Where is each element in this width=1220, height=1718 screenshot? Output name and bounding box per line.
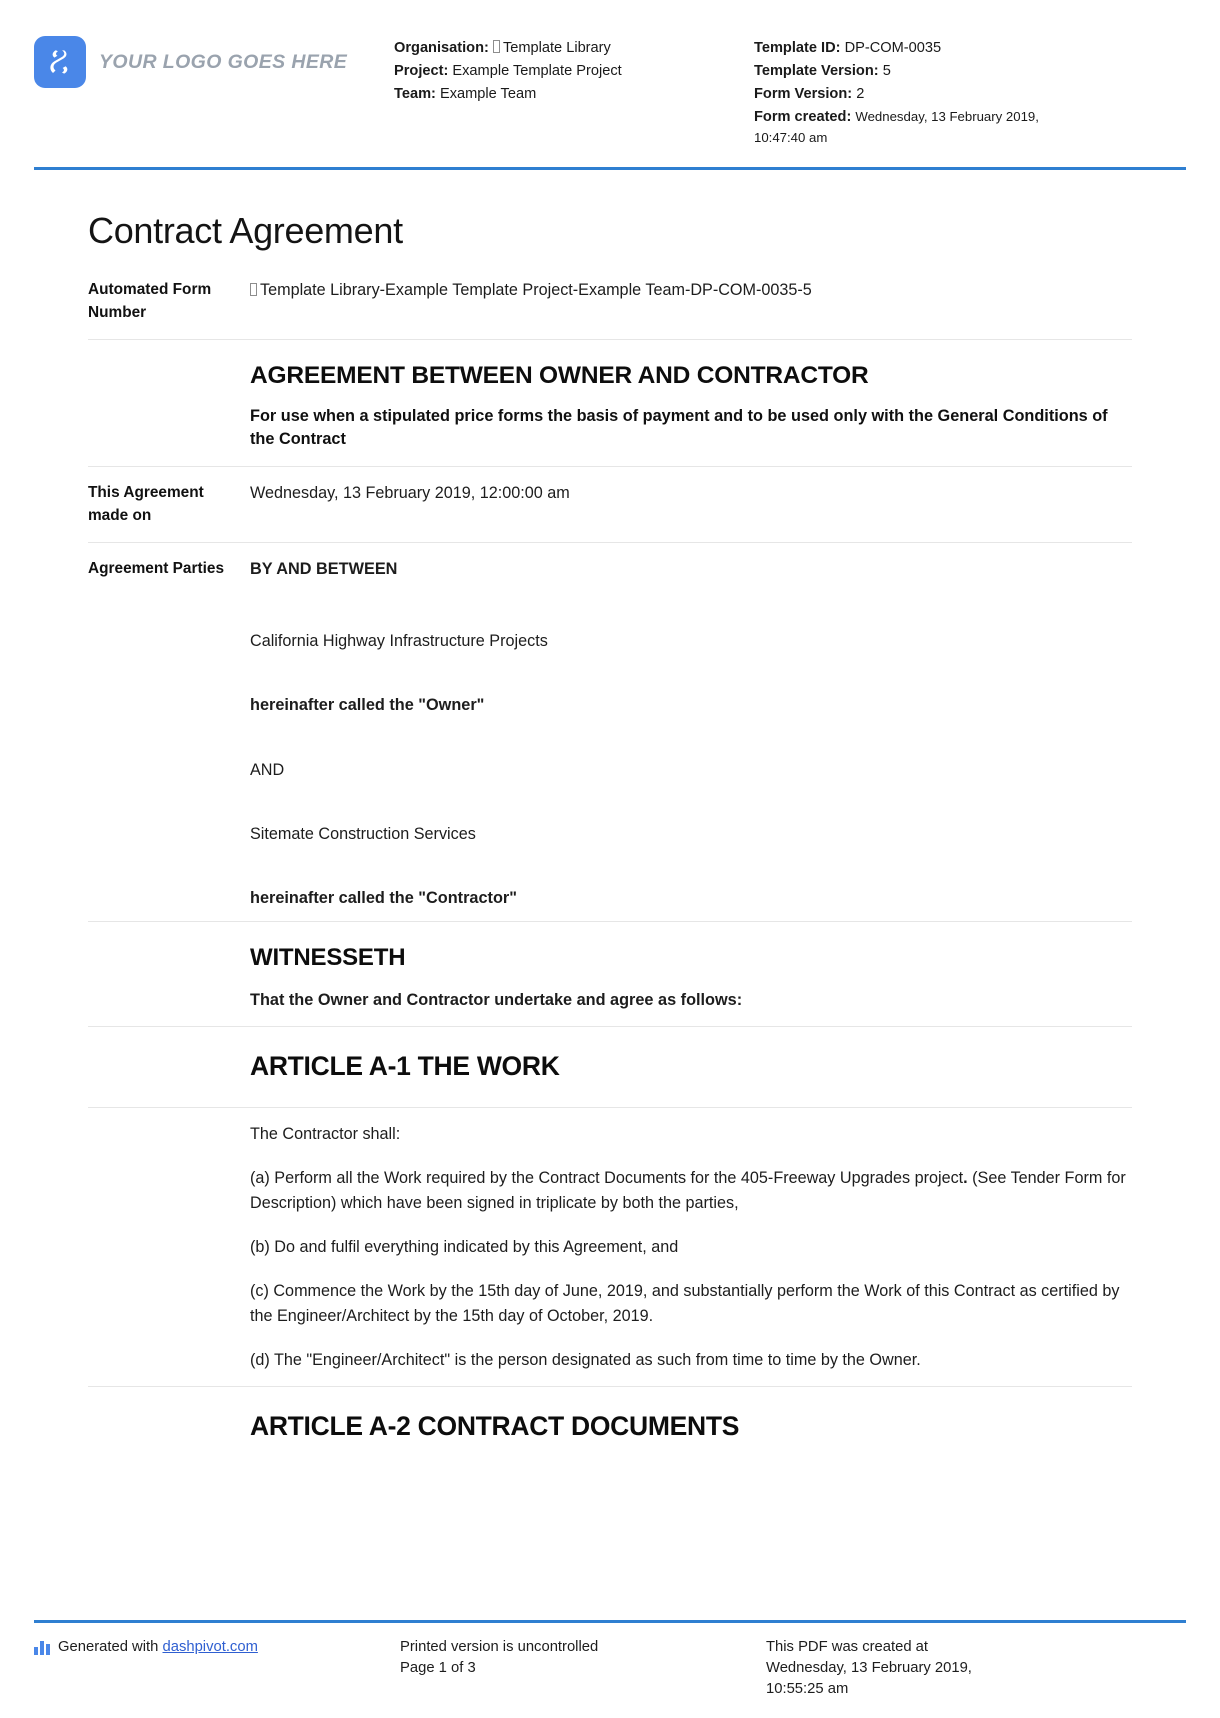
value-automated-form-number: Template Library-Example Template Project-Example Team-DP-COM-0035-5 <box>260 281 812 299</box>
bar-chart-icon <box>34 1639 50 1655</box>
row-agreement-heading <box>88 339 1132 466</box>
footer-generated-text <box>58 1637 258 1658</box>
parties-and: AND <box>250 760 285 779</box>
parties-by-and-between: BY AND BETWEEN <box>250 559 398 578</box>
header-project-label: Project: <box>394 63 449 79</box>
document-body <box>0 210 1220 1467</box>
page-title: Contract Agreement <box>88 210 403 251</box>
logo-text: YOUR LOGO GOES HERE <box>99 50 348 73</box>
footer-print-notice: Printed version is uncontrolled <box>400 1639 599 1655</box>
dashpivot-link[interactable]: dashpivot.com <box>162 1639 258 1655</box>
witnesseth-text: That the Owner and Contractor undertake and agree as follows: <box>250 990 743 1009</box>
header-form-version-label: Form Version: <box>754 86 853 102</box>
label-automated-form-number: Automated Form Number <box>88 281 212 322</box>
header-form-version-line <box>754 84 1054 105</box>
header-organisation-label: Organisation: <box>394 40 489 56</box>
header-team-value: Example Team <box>439 86 537 102</box>
agreement-heading-title: AGREEMENT BETWEEN OWNER AND CONTRACTOR <box>250 361 869 389</box>
header-template-id-line <box>754 38 1054 59</box>
footer-print-info <box>400 1637 766 1700</box>
header-form-created-label: Form created: <box>754 109 852 125</box>
label-article-a1-body-empty <box>88 1122 250 1372</box>
row-article-a2-heading <box>88 1386 1132 1467</box>
article-a1-heading: ARTICLE A-1 THE WORK <box>250 1051 560 1082</box>
header-template-version-line <box>754 61 1054 82</box>
header-divider <box>34 167 1186 170</box>
parties-contractor-name: Sitemate Construction Services <box>250 825 476 844</box>
spacer <box>250 846 1132 886</box>
header-project-line <box>394 61 754 82</box>
sitemate-s-logo-icon <box>34 36 86 88</box>
document-header <box>0 0 1220 151</box>
row-article-a1-heading <box>88 1026 1132 1107</box>
label-article-a2-empty <box>88 1401 250 1453</box>
footer-pdf-created-value: Wednesday, 13 February 2019, 10:55:25 am <box>766 1660 972 1697</box>
header-org-meta <box>394 26 754 107</box>
label-agreement-made-on: This Agreement made on <box>88 483 204 525</box>
spacer <box>250 782 1132 822</box>
article-a1-item-a <box>250 1166 1132 1215</box>
missing-glyph-icon <box>493 40 500 53</box>
value-automated-form-number-wrap <box>250 278 1132 325</box>
footer-pdf-created <box>766 1637 1186 1700</box>
header-team-label: Team: <box>394 86 436 102</box>
label-witnesseth-empty <box>88 936 250 1012</box>
spacer <box>250 581 1132 629</box>
parties-owner-caption: hereinafter called the "Owner" <box>250 696 485 715</box>
article-a1-item-d: (d) The "Engineer/Architect" is the person designated as such from time to time by the Owner. <box>250 1350 921 1369</box>
logo-block <box>34 26 394 88</box>
parties-contractor-caption: hereinafter called the "Contractor" <box>250 889 517 908</box>
article-a1-item-c: (c) Commence the Work by the 15th day of June, 2019, and substantially perform the Work of this Contract as certified by the Engineer/Architect by the 15th day of October, 2019. <box>250 1282 1120 1325</box>
article-a2-heading: ARTICLE A-2 CONTRACT DOCUMENTS <box>250 1411 740 1442</box>
missing-glyph-icon <box>250 283 257 296</box>
label-article-a1-empty <box>88 1041 250 1093</box>
content-article-a2-heading <box>250 1401 1132 1453</box>
footer-pdf-created-label: This PDF was created at <box>766 1639 928 1655</box>
header-organisation-line <box>394 38 754 59</box>
content-article-a1-heading <box>250 1041 1132 1093</box>
header-organisation-value: Template Library <box>502 40 611 56</box>
row-agreement-parties <box>88 542 1132 921</box>
footer-generated-with <box>34 1637 400 1700</box>
footer-page-number: Page 1 of 3 <box>400 1660 476 1676</box>
header-template-version-label: Template Version: <box>754 63 879 79</box>
row-automated-form-number <box>88 274 1132 339</box>
article-a1-item-b: (b) Do and fulfil everything indicated by this Agreement, and <box>250 1237 679 1256</box>
article-a1-item-a-before: (a) Perform all the Work required by the Contract Documents for the 405-Freeway Upgrades project <box>250 1169 964 1188</box>
header-form-version-value: 2 <box>856 86 865 102</box>
spacer <box>250 718 1132 758</box>
header-form-created-line <box>754 107 1054 149</box>
content-agreement-heading <box>250 354 1132 452</box>
value-agreement-made-on: Wednesday, 13 February 2019, 12:00:00 am <box>250 483 570 502</box>
header-team-line <box>394 84 754 105</box>
label-agreement-parties: Agreement Parties <box>88 559 225 577</box>
row-witnesseth <box>88 921 1132 1026</box>
row-article-a1-body <box>88 1107 1132 1386</box>
footer-columns <box>34 1637 1186 1700</box>
article-a1-intro: The Contractor shall: <box>250 1125 401 1144</box>
article-a1-item-a-bold: . <box>963 1169 968 1188</box>
content-agreement-parties <box>250 557 1132 911</box>
label-agreement-heading-empty <box>88 354 250 452</box>
content-witnesseth <box>250 936 1132 1012</box>
header-form-created-value: Wednesday, 13 February 2019, 10:47:40 am <box>754 109 1039 145</box>
witnesseth-heading: WITNESSETH <box>250 943 406 971</box>
parties-owner-name: California Highway Infrastructure Projects <box>250 632 548 651</box>
footer-divider <box>34 1620 1186 1623</box>
header-template-id-value: DP-COM-0035 <box>844 40 942 56</box>
header-template-version-value: 5 <box>882 63 891 79</box>
article-a1-item-a-after: (See Tender Form for Description) which have been signed in triplicate by both the parties, <box>250 1169 1126 1212</box>
document-footer <box>0 1620 1220 1718</box>
agreement-heading-subtitle: For use when a stipulated price forms the basis of payment and to be used only with the General Conditions of the Contract <box>250 406 1108 449</box>
row-agreement-made-on <box>88 466 1132 542</box>
header-project-value: Example Template Project <box>452 63 622 79</box>
header-template-meta <box>754 26 1054 151</box>
header-template-id-label: Template ID: <box>754 40 841 56</box>
spacer <box>250 653 1132 693</box>
footer-generated-prefix: Generated with <box>58 1639 159 1655</box>
content-article-a1-body <box>250 1122 1132 1372</box>
